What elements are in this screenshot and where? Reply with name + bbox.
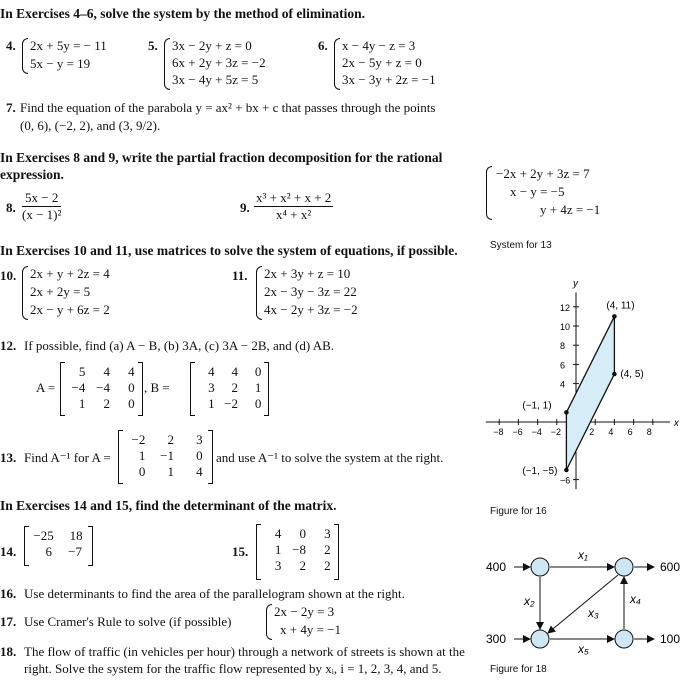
x-tick-label: −2 (550, 427, 562, 437)
matrix-a-row (64, 364, 138, 380)
matrix-13-cell: 4 (196, 464, 203, 479)
brace (334, 38, 340, 90)
matrix-a-cell: 4 (103, 364, 110, 379)
matrix-b-cell: 2 (231, 380, 238, 395)
matrix-13-row (122, 448, 208, 464)
bracket-right (264, 362, 269, 416)
x-tick-label: 4 (608, 427, 614, 437)
data-point (564, 410, 569, 415)
matrix-b-cell: 4 (208, 364, 215, 379)
label-x4: x₄ (630, 592, 641, 606)
ex17-eq2: x + 4y = −1 (280, 622, 341, 637)
matrix-a-cell: 4 (128, 364, 135, 379)
ex6-eq1: x − 4y − z = 3 (342, 38, 416, 53)
matrix-14-cell: −7 (68, 544, 82, 559)
matrix-a-label: A = (36, 380, 56, 395)
matrix-a-cell: 1 (78, 396, 86, 411)
matrix-b-row (194, 364, 264, 380)
x-tick-label: 8 (646, 427, 652, 437)
bracket-right (334, 524, 339, 580)
label-300: 300 (486, 632, 507, 646)
matrix-14-row (28, 528, 88, 544)
point-label: (−1, −5) (522, 466, 558, 477)
matrix-15-cell: −8 (292, 542, 306, 557)
y-tick-label: −6 (560, 475, 571, 486)
ex17-eq1: 2x − 2y = 3 (274, 604, 335, 619)
exercise-12-number: 12. (0, 338, 17, 353)
matrix-15-cell: 1 (274, 542, 282, 557)
system13-eq1: −2x + 2y + 3z = 7 (496, 166, 590, 181)
matrix-13-cell: 3 (196, 432, 203, 447)
system13-eq2: x − y = −5 (510, 184, 565, 199)
exercise-11-number: 11. (232, 268, 248, 283)
exercise-6-number: 6. (318, 38, 328, 53)
exercise-16-number: 16. (0, 586, 17, 601)
matrix-a-cell: −4 (71, 380, 86, 395)
ex10-eq2: 2x + 2y = 5 (30, 284, 91, 299)
matrix-a-row (64, 396, 138, 412)
bracket-right (208, 430, 213, 484)
matrix-b-label: , B = (144, 380, 170, 395)
ex11-eq2: 2x − 3y − 3z = 22 (264, 284, 357, 299)
exercise-7-text-2: (0, 6), (−2, 2), and (3, 9/2). (20, 118, 161, 133)
exercise-13-post: and use A⁻¹ to solve the system at the right. (216, 450, 444, 465)
system13-eq3: y + 4z = −1 (540, 202, 601, 217)
x-tick-label: 6 (627, 427, 633, 437)
exercise-18-number: 18. (0, 644, 17, 659)
system13-caption: System for 13 (490, 240, 552, 251)
figure-16-caption: Figure for 16 (490, 506, 547, 517)
exercise-4-number: 4. (6, 38, 16, 53)
matrix-b-row (194, 396, 264, 412)
point-label: (4, 5) (620, 369, 644, 380)
exercise-9-number: 9. (240, 200, 250, 215)
y-tick-label: 6 (560, 360, 566, 371)
data-point (612, 372, 617, 377)
matrix-13-cell: −1 (160, 448, 174, 463)
matrix-14-cell: −25 (33, 528, 54, 543)
ex8-fraction (22, 190, 61, 223)
label-x1: x₁ (578, 548, 588, 562)
bracket-right (88, 526, 93, 566)
exercise-7-number: 7. (6, 100, 16, 115)
brace (266, 604, 272, 640)
label-400: 400 (486, 560, 507, 574)
brace (22, 38, 28, 74)
parallelogram (566, 316, 614, 470)
exercise-13-pre: Find A⁻¹ for A = (24, 450, 111, 465)
label-x5: x₅ (578, 642, 589, 655)
ex8-numerator: 5x − 2 (22, 190, 61, 207)
matrix-13-row (122, 464, 208, 480)
network-node (615, 630, 633, 648)
matrix-b-row (194, 380, 264, 396)
y-tick-label: 8 (560, 341, 566, 352)
x-tick-label: −4 (531, 427, 542, 437)
figure-16-graph (480, 270, 685, 495)
matrix-15-cell: 2 (324, 542, 331, 557)
data-point (612, 314, 617, 319)
exercise-16-text: Use determinants to find the area of the parallelogram shown at the right. (24, 586, 405, 601)
ex9-denominator: x⁴ + x² (276, 207, 312, 222)
matrix-15-cell: 3 (324, 526, 331, 541)
matrix-15-row (260, 526, 334, 542)
matrix-13-row (122, 432, 208, 448)
ex6-eq3: 3x − 3y + 2z = −1 (342, 72, 436, 87)
matrix-13-cell: 0 (196, 448, 203, 463)
matrix-13-cell: 1 (138, 448, 146, 463)
ex8-denominator: (x − 1)² (22, 207, 62, 222)
matrix-b-cell: −2 (224, 396, 238, 411)
matrix-b (194, 364, 264, 412)
matrix-b-cell: 1 (208, 396, 215, 411)
bracket-right (138, 362, 143, 416)
matrix-b-cell: 1 (254, 380, 262, 395)
matrix-13-cell: 0 (138, 464, 146, 479)
brace (256, 266, 262, 320)
exercise-8-number: 8. (6, 200, 16, 215)
matrix-15-cell: 2 (324, 558, 331, 573)
label-100: 100 (660, 632, 681, 646)
matrix-b-cell: 0 (254, 364, 262, 379)
matrix-13-cell: 2 (167, 432, 174, 447)
ex5-eq2: 6x + 2y + 3z = −2 (172, 55, 266, 70)
matrix-13 (122, 432, 208, 480)
matrix-15-cell: 3 (274, 558, 282, 573)
ex5-eq3: 3x − 4y + 5z = 5 (172, 72, 259, 87)
exercise-17-number: 17. (0, 614, 17, 629)
x-tick-label: −6 (512, 427, 523, 437)
section-header-8-9: In Exercises 8 and 9, write the partial fraction decomposition for the rational (0, 150, 443, 165)
matrix-a-row (64, 380, 138, 396)
ex6-eq2: 2x − 5y + z = 0 (342, 55, 422, 70)
x-axis-label: x (673, 418, 679, 429)
matrix-a-cell: −4 (96, 380, 110, 395)
ex4-eq2: 5x − y = 19 (30, 56, 91, 71)
exercise-10-number: 10. (0, 268, 17, 283)
matrix-a-cell: 0 (128, 380, 135, 395)
point-label: (4, 11) (606, 300, 635, 312)
ex5-eq1: 3x − 2y + z = 0 (172, 38, 252, 53)
ex9-fraction (254, 190, 333, 223)
matrix-15 (260, 526, 334, 574)
exercise-12-text: If possible, find (a) A − B, (b) 3A, (c) 3A − 2B, and (d) AB. (24, 338, 335, 353)
matrix-14 (28, 528, 88, 560)
x-tick-label: 2 (589, 427, 595, 437)
section-header-4-6: In Exercises 4–6, solve the system by the method of elimination. (0, 6, 365, 21)
brace (164, 38, 170, 90)
exercise-17-text: Use Cramer's Rule to solve (if possible) (24, 614, 232, 629)
y-tick-label: 4 (560, 379, 566, 390)
network-node (531, 558, 549, 576)
matrix-15-row (260, 542, 334, 558)
exercise-13-number: 13. (0, 450, 17, 465)
exercise-18-text: The flow of traffic (in vehicles per hour) through a network of streets is shown at the (24, 644, 465, 659)
section-header-8-9-cont: expression. (0, 167, 64, 182)
matrix-a-cell: 0 (128, 396, 135, 411)
matrix-15-cell: 2 (299, 558, 306, 573)
matrix-a-cell: 2 (103, 396, 110, 411)
section-header-14-15: In Exercises 14 and 15, find the determinant of the matrix. (0, 498, 337, 513)
y-axis-label: y (573, 278, 578, 290)
y-tick-label: 10 (560, 322, 571, 332)
matrix-b-cell: 4 (231, 364, 238, 379)
matrix-15-cell: 4 (274, 526, 282, 541)
label-x3: x₃ (588, 606, 599, 620)
ex11-eq1: 2x + 3y + z = 10 (264, 266, 351, 281)
brace (486, 166, 492, 220)
data-point (564, 468, 569, 473)
flow-arrow-x3 (548, 575, 618, 633)
exercise-5-number: 5. (148, 38, 158, 53)
matrix-13-cell: 1 (167, 464, 174, 479)
matrix-a-cell: 5 (78, 364, 86, 379)
ex10-eq1: 2x + y + 2z = 4 (30, 266, 110, 281)
figure-18-network (484, 545, 690, 655)
matrix-a (64, 364, 138, 412)
label-600: 600 (660, 560, 681, 574)
x-tick-label: −8 (493, 427, 504, 437)
matrix-15-row (260, 558, 334, 574)
matrix-13-cell: −2 (131, 432, 146, 447)
section-header-10-11: In Exercises 10 and 11, use matrices to solve the system of equations, if possible. (0, 243, 458, 258)
matrix-15-cell: 0 (299, 526, 306, 541)
y-tick-label: 12 (560, 302, 571, 313)
exercise-15-number: 15. (232, 544, 249, 559)
point-label: (−1, 1) (522, 400, 552, 412)
matrix-14-cell: 6 (45, 544, 52, 559)
brace (22, 266, 28, 320)
matrix-14-row (28, 544, 88, 560)
label-x2: x₂ (524, 594, 535, 608)
matrix-14-cell: 18 (69, 528, 83, 543)
exercise-7-text: Find the equation of the parabola y = ax² + bx + c that passes through the points (20, 100, 436, 115)
network-node (615, 558, 633, 576)
figure-18-caption: Figure for 18 (490, 664, 547, 675)
ex9-numerator: x³ + x² + x + 2 (256, 190, 332, 205)
matrix-b-cell: 0 (254, 396, 262, 411)
ex11-eq3: 4x − 2y + 3z = −2 (264, 302, 358, 317)
network-node (531, 630, 549, 648)
exercise-18-text-2: right. Solve the system for the traffic flow represented by xᵢ, i = 1, 2, 3, 4, and 5. (24, 661, 442, 676)
ex10-eq3: 2x − y + 6z = 2 (30, 302, 110, 317)
matrix-b-cell: 3 (208, 380, 215, 395)
exercise-14-number: 14. (0, 544, 17, 559)
ex4-eq1: 2x + 5y = − 11 (30, 38, 107, 53)
